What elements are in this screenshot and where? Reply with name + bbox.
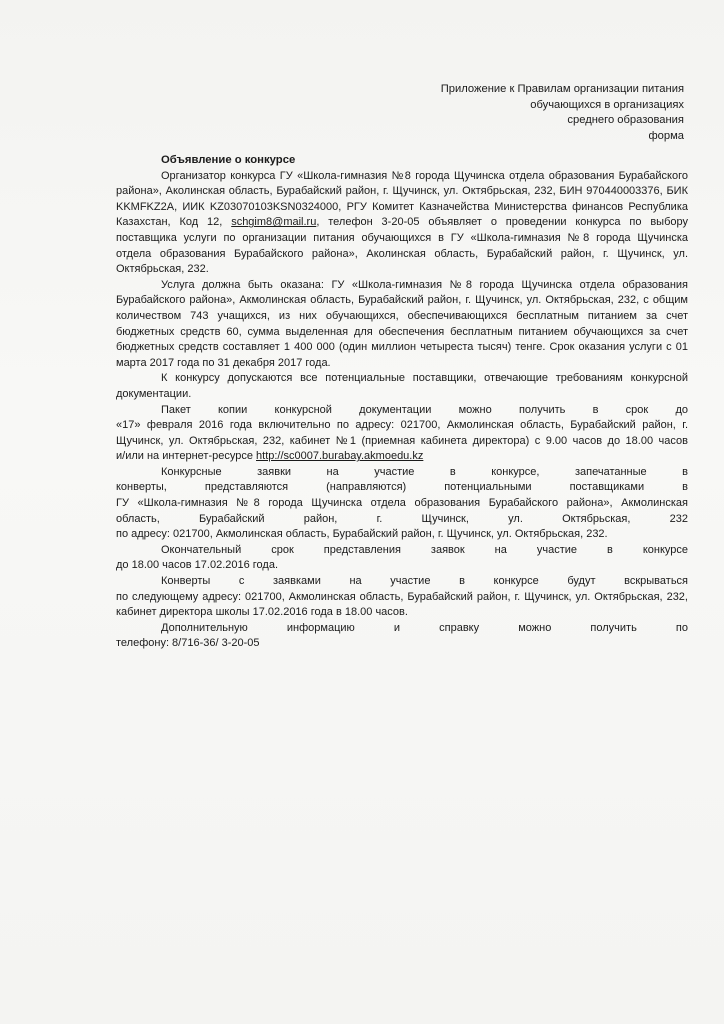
- paragraph-line: кабинет директора школы 17.02.2016 года в 18.00 часов.: [116, 606, 408, 619]
- paragraph-line: К конкурсу допускаются все потенциальные поставщики, отвечающие требованиям конкурсной: [161, 372, 688, 385]
- paragraph-line: по следующему адресу: 021700, Акмолинская область, Бурабайский район, г. Щучинск, ул. Октябрьская, 232,: [116, 590, 688, 603]
- paragraph-opening: [116, 574, 688, 621]
- paragraph-line: Бурабайского района», Акмолинская область, Бурабайский район, г. Щучинск, ул. Октябрьская, 232, с общим: [116, 294, 688, 307]
- paragraph-line: Конкурсные заявки на участие в конкурсе, запечатанные в: [161, 465, 688, 478]
- website-link[interactable]: http://sc0007.burabay.akmoedu.kz: [256, 450, 424, 463]
- paragraph-contact: [116, 621, 688, 652]
- paragraph-line: поставщика услуги по организации питания обучающихся в ГУ «Школа-гимназия №8 города Щучинска: [116, 231, 688, 244]
- paragraph-service: [116, 278, 688, 372]
- paragraph-deadline: [116, 543, 688, 574]
- paragraph-line: Октябрьская, 232.: [116, 263, 209, 276]
- appendix-line: Приложение к Правилам организации питания: [440, 83, 684, 95]
- email-link[interactable]: schgim8@mail.ru: [231, 216, 317, 229]
- paragraph-line: ГУ «Школа-гимназия №8 города Щучинска отдела образования Бурабайского района», Акмолинская: [116, 497, 688, 510]
- paragraph-line: Казахстан, Код 12, schgim8@mail.ru, телефон 3-20-05 объявляет о проведении конкурса по выбору: [116, 216, 688, 229]
- paragraph-line: Дополнительную информацию и справку можно получить по: [161, 621, 688, 634]
- paragraph-line: района», Аколинская область, Бурабайский район, г. Щучинск, ул. Октябрьская, 232, БИН 970440003376, БИК: [116, 185, 688, 198]
- paragraph-line: «17» февраля 2016 года включительно по адресу: 021700, Акмолинская область, Бурабайский район, г.: [116, 419, 688, 432]
- paragraph-line: марта 2017 года по 31 декабря 2017 года.: [116, 356, 331, 369]
- paragraph-line: область, Бурабайский район, г. Щучинск, ул. Октябрьская, 232: [116, 512, 688, 525]
- appendix-line: среднего образования: [567, 114, 684, 126]
- paragraph-line: документации.: [116, 387, 192, 400]
- paragraph-admission: [116, 371, 688, 402]
- appendix-line: форма: [648, 129, 684, 142]
- paragraph-line: Услуга должна быть оказана: ГУ «Школа-гимназия №8 города Щучинска отдела образования: [161, 278, 688, 291]
- website-link-line[interactable]: и/или на интернет-ресурсе http://sc0007.burabay.akmoedu.kz: [116, 450, 424, 463]
- paragraph-line: отдела образования Бурабайского района», Аколинская область, Бурабайский район, г. Щучинск, ул.: [116, 247, 688, 260]
- paragraph-line: Организатор конкурса ГУ «Школа-гимназия №8 города Щучинска отдела образования Бурабайского: [161, 169, 688, 182]
- appendix-line: обучающихся в организациях: [530, 98, 684, 111]
- appendix-header: [441, 82, 684, 144]
- paragraph-line: бюджетных средств составляет 1 400 000 (один миллион четыреста тысяч) тенге. Срок оказания услуги с 01: [116, 341, 688, 354]
- paragraph-line: Конверты с заявками на участие в конкурсе будут вскрываться: [161, 575, 688, 588]
- paragraph-line: по адресу: 021700, Акмолинская область, Бурабайский район, г. Щучинск, ул. Октябрьская, 232.: [116, 528, 608, 541]
- paragraph-line: телефону: 8/716-36/ 3-20-05: [116, 637, 260, 650]
- announcement-title: Объявление о конкурсе: [161, 154, 296, 166]
- paragraph-line: Щучинск, ул. Октябрьская, 232, кабинет №1 (приемная кабинета директора) с 9.00 часов до 18.00 часов: [116, 434, 688, 447]
- paragraph-line: количеством 743 учащихся, из них обучающихся, обеспечивающихся бесплатным питанием за счет: [116, 309, 688, 322]
- paragraph-line: до 18.00 часов 17.02.2016 года.: [116, 559, 279, 572]
- paragraph-organizer: [116, 169, 688, 278]
- announcement-body: [116, 153, 688, 652]
- paragraph-line: KKMFKZ2A, ИИК KZ03070103KSN0324000, РГУ Комитет Казначейства Министерства финансов Республика: [116, 200, 688, 213]
- paragraph-line: конверты, представляются (направляются) потенциальными поставщиками в: [116, 481, 688, 494]
- paragraph-documentation: [116, 403, 688, 465]
- paragraph-line: бюджетных средств 60, сумма выделенная для обеспечения бесплатным питанием обучающихся за счет: [116, 325, 688, 338]
- paragraph-line: Окончательный срок представления заявок на участие в конкурсе: [161, 543, 688, 556]
- paragraph-line: Пакет копии конкурсной документации можно получить в срок до: [161, 403, 688, 416]
- paragraph-applications: [116, 465, 688, 543]
